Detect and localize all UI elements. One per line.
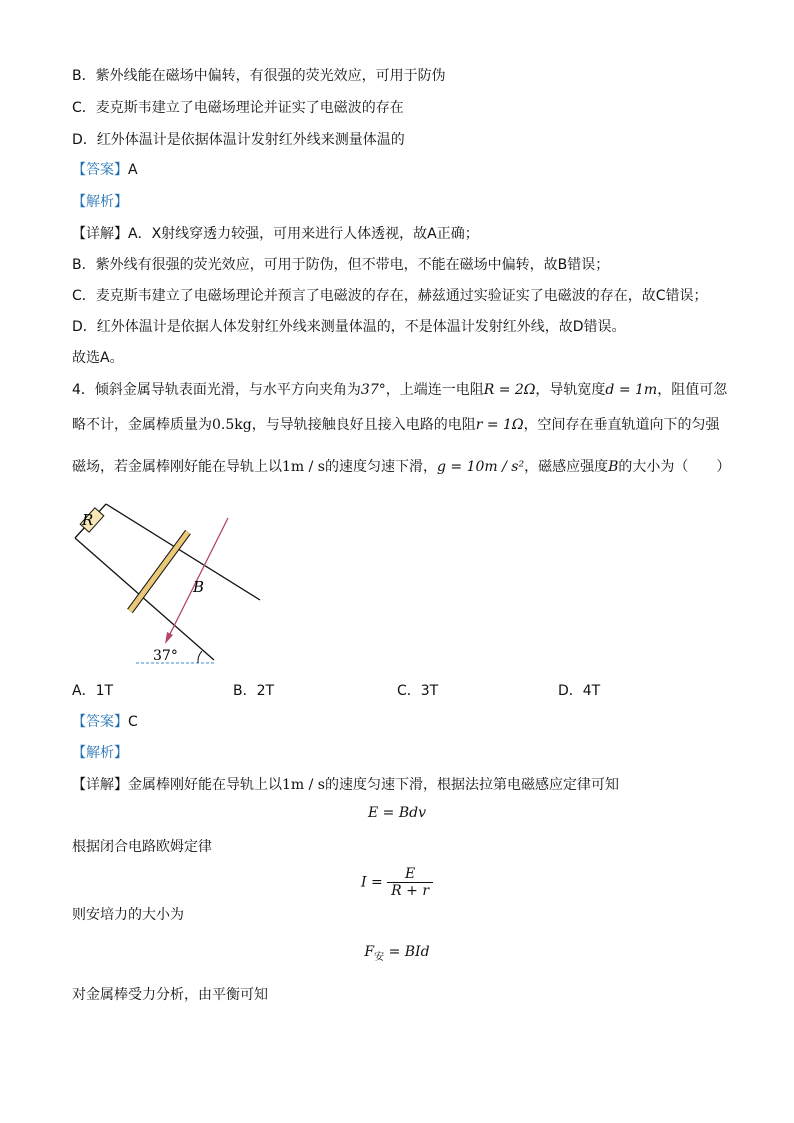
q4-b-symbol: B [608,459,619,475]
lower-rail [75,538,214,660]
prev-detail-a [72,224,479,244]
detail-label: 【详解】 [72,226,128,242]
fraction-denominator: R + r [391,883,430,899]
answer-value: C [128,714,138,730]
option-c-prev: C．麦克斯韦建立了电磁场理论并证实了电磁波的存在 [72,100,404,116]
answer-label: 【答案】 [72,714,128,730]
q4-text: 磁场，若金属棒刚好能在导轨上以 [72,459,282,475]
q4-text: ，磁感应强度 [524,459,609,475]
detail-label: 【详解】 [72,777,128,793]
option-a: A．1T [72,683,114,699]
prev-detail-b: B．紫外线有很强的荧光效应，可用于防伪，但不带电，不能在磁场中偏转，故B错误； [72,257,610,273]
prev-conclusion: 故选A。 [72,350,124,366]
prev-detail-d: D．红外体温计是依据人体发射红外线来测量体温的，不是体温计发射红外线，故D错误。 [72,319,626,335]
detail4-line2: 根据闭合电路欧姆定律 [72,839,212,855]
analysis4-label: 【解析】 [72,745,128,761]
q4-speed: 1m / s [282,459,325,475]
option-d: D．4T [558,683,601,699]
detail4-line4: 对金属棒受力分析，由平衡可知 [72,987,268,1003]
q4-angle: 37° [360,382,386,398]
prev-detail-c: C．麦克斯韦建立了电磁场理论并预言了电磁波的存在，赫兹通过实验证实了电磁波的存在，故C错误； [72,288,708,304]
fraction [387,866,433,899]
q4-text: ，导轨宽度 [535,382,606,398]
question4-line3 [72,457,730,477]
q4-text: ，阻值可忽 [657,382,728,398]
incline-rail-diagram [60,500,280,675]
arrow-head-icon [165,632,173,644]
eq-lhs: I = [360,874,383,891]
resistor-label: R [82,511,94,529]
q4-text: ，与导轨接触良好且接入电路的电阻 [251,417,476,433]
metal-rod [130,532,188,611]
fraction-numerator: E [387,866,433,883]
answer-label: 【答案】 [72,162,128,178]
prev-analysis-label: 【解析】 [72,194,128,210]
q4-rod-resistance: r = 1Ω [475,417,524,433]
answer4 [72,712,138,732]
q4-text: 略不计，金属棒质量为 [72,417,212,433]
prev-answer [72,160,138,180]
answer-value: A [128,162,138,178]
option-b-prev: B．紫外线能在磁场中偏转，有很强的荧光效应，可用于防伪 [72,68,446,84]
option-b: B．2T [233,683,275,699]
option-d-prev: D．红外体温计是依据体温计发射红外线来测量体温的 [72,132,405,148]
b-field-label: B [193,578,205,596]
q4-gravity: g = 10m / s² [436,459,525,475]
detail-text: 的速度匀速下滑，根据法拉第电磁感应定律可知 [324,777,619,793]
detail4-line1 [72,775,619,795]
eq-force-subscript: 安 [374,951,385,963]
option-c: C．3T [397,683,439,699]
q4-text: ，上端连一电阻 [385,382,484,398]
question4-line2 [72,415,720,435]
q4-text: 的速度匀速下滑， [324,459,437,475]
equation-current [0,866,794,899]
detail-text: 金属棒刚好能在导轨上以 [128,777,282,793]
angle-arc [198,651,202,663]
q4-width: d = 1m [605,382,658,398]
equation-ampere-force [0,944,794,963]
q4-text: ，空间存在垂直轨道向下的匀强 [523,417,720,433]
q4-text: 的大小为（ ） [618,459,731,475]
q4-text: 4．倾斜金属导轨表面光滑，与水平方向夹角为 [72,382,361,398]
angle-label: 37° [153,648,178,664]
eq-force-rhs: = BId [384,944,430,960]
q4-resistance: R = 2Ω [483,382,536,398]
detail4-line3: 则安培力的大小为 [72,907,184,923]
equation-emf: E = Bdv [367,805,426,821]
q4-mass: 0.5kg [212,417,252,433]
detail-text: A．X射线穿透力较强，可用来进行人体透视，故A正确； [128,226,479,242]
detail-speed: 1m / s [282,777,325,793]
question4-line1 [72,380,727,400]
eq-force-symbol: F [364,944,375,960]
